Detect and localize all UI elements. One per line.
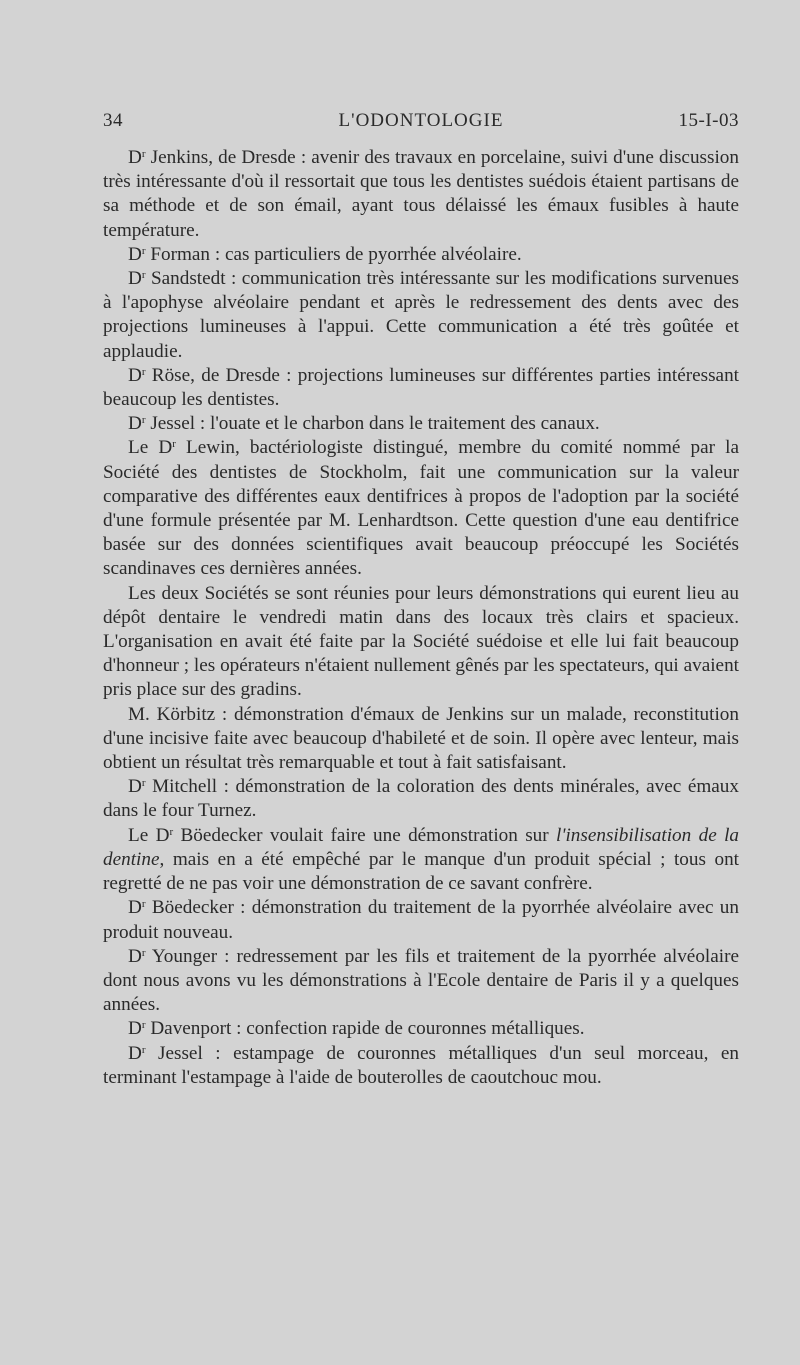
paragraph: $D^r$ Younger : redressement par les fils et traitement de la pyorrhée alvéolaire dont nous avons vu les démonstrations à l'Ecole dentaire de Paris il y a quelques années. — [103, 945, 739, 1016]
paragraph: M. Körbitz : démonstration d'émaux de Jenkins sur un malade, reconstitution d'une incisive faite avec beaucoup d'habileté et de soin. Il opère avec lenteur, mais obtient un résultat très remarquable et tout à fait satisfaisant. — [103, 703, 739, 774]
paragraph: $D^r$ Davenport : confection rapide de couronnes métalliques. — [128, 1018, 585, 1040]
paragraph: $D^r$ Jessel : estampage de couronnes métalliques d'un seul morceau, en terminant l'estampage à l'aide de bouterolles de caoutchouc mou. — [103, 1042, 739, 1088]
running-header — [103, 110, 739, 138]
paragraph: Le $D^r$ Böedecker voulait faire une démonstration sur l'insensibilisation de la dentine, mais en a été empêché par le manque d'un produit spécial ; tous ont regretté de ne pas voir une démonstration de ce savant confrère. — [103, 824, 739, 895]
paragraph: Les deux Sociétés se sont réunies pour leurs démonstrations qui eurent lieu au dépôt dentaire le vendredi matin dans des locaux très clairs et spacieux. L'organisation en avait été faite par la Société suédoise et elle lui fait beaucoup d'honneur ; les opérateurs n'étaient nullement gênés par les spectateurs, qui avaient pris place sur des gradins. — [103, 582, 739, 701]
paragraph: $D^r$ Böedecker : démonstration du traitement de la pyorrhée alvéolaire avec un produit nouveau. — [103, 897, 739, 943]
paragraph: $D^r$ Jenkins, de Dresde : avenir des travaux en porcelaine, suivi d'une discussion très intéressante d'où il ressortait que tous les dentistes suédois étaient partisans de sa méthode et de son émail, ayant tous délaissé les émaux fusibles à haute température. — [103, 147, 739, 241]
paragraph: $D^r$ Röse, de Dresde : projections lumineuses sur différentes parties intéressant beaucoup les dentistes. — [103, 364, 739, 411]
body-text — [103, 146, 739, 1090]
italic-term: l'insensibilisation de la dentine — [103, 824, 739, 870]
paragraph: $D^r$ Sandstedt : communication très intéressante sur les modifications survenues à l'apophyse alvéolaire pendant et après le redressement des dents avec des projections lumineuses à l'appui. Cette communication a été très goûtée et applaudie. — [103, 268, 739, 362]
paragraph: Le $D^r$ Lewin, bactériologiste distingué, membre du comité nommé par la Société des dentistes de Stockholm, fait une communication sur la valeur comparative des différentes eaux dentifrices à propos de l'adoption par la société d'une formule présentée par M. Lenhardtson. Cette question d'une eau dentifrice basée sur des données scientifiques avait beaucoup préoccupé les Sociétés scandinaves ces dernières années. — [103, 437, 739, 580]
issue-date: 15-I-03 — [678, 110, 739, 131]
page-number: 34 — [103, 110, 123, 131]
paragraph: $D^r$ Forman : cas particuliers de pyorrhée alvéolaire. — [128, 243, 522, 265]
journal-title: L'ODONTOLOGIE — [338, 110, 504, 131]
paragraph: $D^r$ Jessel : l'ouate et le charbon dans le traitement des canaux. — [128, 413, 600, 435]
paragraph: $D^r$ Mitchell : démonstration de la coloration des dents minérales, avec émaux dans le four Turnez. — [103, 776, 739, 822]
